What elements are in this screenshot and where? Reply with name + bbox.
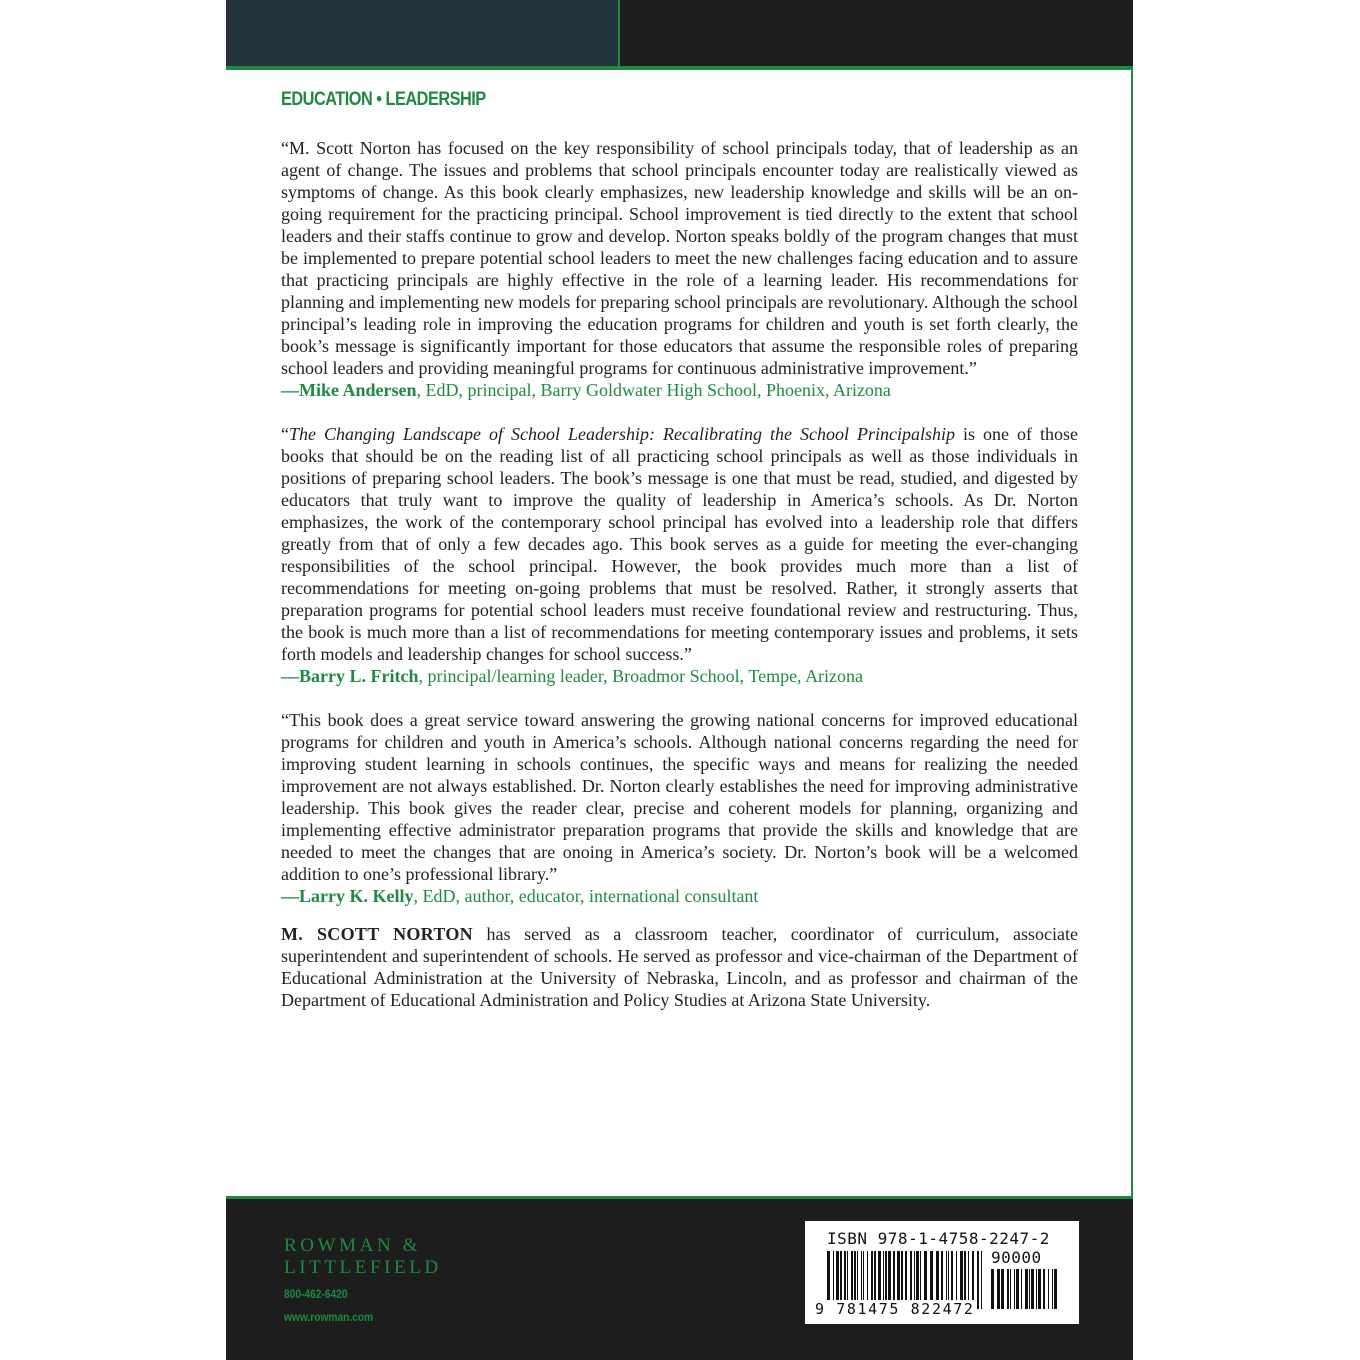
top-band-slate-panel xyxy=(226,0,618,66)
endorser-details: , principal/learning leader, Broadmor School, Tempe, Arizona xyxy=(418,666,864,686)
barcode-bar xyxy=(1025,1269,1028,1309)
top-band xyxy=(226,0,1133,66)
endorser-details: , EdD, principal, Barry Goldwater High School, Phoenix, Arizona xyxy=(416,380,891,400)
endorser-name: —Mike Andersen xyxy=(281,380,417,400)
endorser-details: , EdD, author, educator, international consultant xyxy=(413,886,759,906)
top-green-rule xyxy=(226,66,1133,70)
barcode-bar xyxy=(1036,1269,1037,1309)
barcode-bar xyxy=(1016,1269,1019,1309)
publisher-website: www.rowman.com xyxy=(284,1310,374,1324)
back-cover xyxy=(226,0,1133,1360)
barcode-bar xyxy=(1001,1269,1004,1309)
endorsement-attribution xyxy=(281,665,1078,687)
barcode-bar xyxy=(1014,1269,1015,1309)
endorser-name: —Larry K. Kelly xyxy=(281,886,414,906)
barcode-bar xyxy=(1031,1269,1034,1309)
barcode-bar xyxy=(1048,1269,1049,1309)
isbn-number: ISBN 978-1-4758-2247-2 xyxy=(827,1229,1050,1248)
barcode-bar xyxy=(1054,1269,1057,1309)
barcode-bar xyxy=(1021,1269,1022,1309)
barcode-bar xyxy=(991,1269,994,1309)
book-title: The Changing Landscape of School Leadership: Recalibrating the School Principalship xyxy=(289,424,955,444)
barcode-bar xyxy=(1007,1269,1009,1309)
author-name: M. SCOTT NORTON xyxy=(281,924,473,944)
publisher-line-2: LITTLEFIELD xyxy=(284,1257,442,1278)
barcode-bar xyxy=(997,1269,1000,1309)
barcode-bar xyxy=(1043,1269,1045,1309)
ean-number: 9 781475 822472 xyxy=(815,1300,975,1318)
publisher-line-1: ROWMAN & xyxy=(284,1235,421,1256)
endorser-name: —Barry L. Fritch xyxy=(281,666,419,686)
barcode-bar xyxy=(1052,1269,1053,1309)
barcode-bar xyxy=(1010,1269,1011,1309)
category-label: EDUCATION • LEADERSHIP xyxy=(281,89,486,110)
endorsement-attribution xyxy=(281,379,1078,401)
endorsement-text: “This book does a great service toward answering the growing national concerns for improved educational programs for children and youth in America’s schools. Although national concerns regarding the need for improving student learning in schools continues, the specific ways and means for realizing the needed improvement are not always established. Dr. Norton clearly establishes the need for improving administrative leadership. This book gives the reader clear, precise and coherent models for planning, organizing and implementing effective administrator preparation programs that provide the skills and knowledge that are needed to meet the changes that are onoing in America’s society. Dr. Norton’s book will be a welcomed addition to one’s professional library.” xyxy=(281,710,1078,884)
endorsement-3 xyxy=(281,709,1078,907)
endorsement-attribution xyxy=(281,885,1078,907)
bottom-band xyxy=(226,1199,1133,1360)
endorsement-1 xyxy=(281,137,1078,401)
price-supplement: 90000 xyxy=(991,1248,1042,1267)
barcode-bar xyxy=(981,1251,982,1309)
supplement-bars xyxy=(991,1269,1059,1309)
publisher-logo xyxy=(284,1235,442,1279)
author-bio-text: has served as a classroom teacher, coordinator of curriculum, associate superintendent and superintendent of schools. He served as professor and vice-chairman of the Department of Educational Administration at the University of Nebraska, Lincoln, and as professor and chairman of the Department of Educational Administration and Policy Studies at Arizona State University. xyxy=(281,924,1078,1010)
body-text xyxy=(281,137,1078,1011)
endorsement-text: “The Changing Landscape of School Leadership: Recalibrating the School Principalship is one of those books that should be on the reading list of all practicing school principals as well as those individuals in positions of preparing school leaders. The book’s message is one that must be read, studied, and digested by educators that truly want to improve the quality of leadership in America’s schools. As Dr. Norton emphasizes, the work of the contemporary school principal has evolved into a leadership role that differs greatly from that of only a few decades ago. This book serves as a guide for meeting the ever-changing responsibilities of the school principal. However, the book provides much more than a list of recommendations for meeting on-going problems that must be resolved. Rather, it strongly asserts that preparation programs for potential school leaders must receive foundational review and restructuring. Thus, the book is much more than a list of recommendations for meeting contemporary issues and problems, it sets forth models and leadership changes for school success.” xyxy=(281,424,1079,664)
top-band-dark-panel xyxy=(620,0,1133,66)
endorsement-text: “M. Scott Norton has focused on the key responsibility of school principals today, that of leadership as an agent of change. The issues and problems that school principals encounter today are realistically viewed as symptoms of change. As this book clearly emphasizes, new leadership knowledge and skills will be an on-going requirement for the practicing principal. School improvement is tied directly to the extent that school leaders and their staffs continue to grow and develop. Norton speaks boldly of the program changes that must be implemented to prepare potential school leaders to meet the new challenges facing education and to assure that practicing principals are highly effective in the role of a learning leader. His recommendations for planning and implementing new models for preparing school principals are revolutionary. Although the school principal’s leading role in improving the education programs for children and youth is set forth clearly, the book’s message is significantly important for those educators that assume the responsible roles of preparing school leaders and providing meaningful programs for continuous administrative improvement.” xyxy=(281,138,1078,378)
barcode-bar xyxy=(1038,1269,1041,1309)
isbn-barcode xyxy=(805,1221,1079,1324)
publisher-phone: 800-462-6420 xyxy=(284,1287,348,1301)
author-bio xyxy=(281,923,1078,1011)
barcode-bar xyxy=(1029,1269,1030,1309)
barcode-bar xyxy=(977,1251,979,1309)
right-green-rule xyxy=(1131,70,1133,1198)
endorsement-2 xyxy=(281,423,1078,687)
